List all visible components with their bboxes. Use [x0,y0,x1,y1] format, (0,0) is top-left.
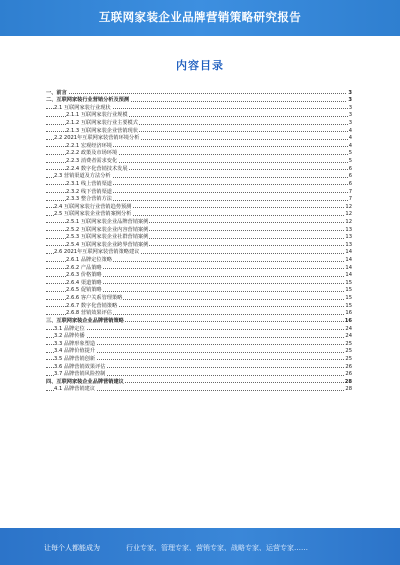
toc-entry-page: 15 [345,287,352,294]
toc-entry-title: 2.2.1 宏观经济环境 [66,142,112,149]
toc-entry[interactable] [46,96,352,104]
toc-entry-title: 3.6 品牌营销效果评估 [54,363,106,370]
toc-entry-title: 二、互联网家装行业营销分析及预测 [46,97,130,104]
toc-entry-page: 12 [345,203,352,210]
toc-entry-title: 2.2 2021年互联网家装营销环境分析 [54,135,140,142]
toc-entry[interactable] [46,354,352,362]
toc-entry[interactable] [46,301,352,309]
toc-entry-title: 3.5 品牌营销创新 [54,355,96,362]
toc-entry[interactable] [46,217,352,225]
toc-entry-title: 2.6.1 品牌定位策略 [66,257,112,264]
toc-entry[interactable] [46,149,352,157]
toc-entry-title: 4.1 品牌营销建议 [54,386,96,393]
toc-entry[interactable] [46,126,352,134]
toc-entry-page: 14 [345,249,352,256]
toc-entry[interactable] [46,164,352,172]
toc-entry-title: 2.6.6 客户关系管理策略 [66,295,123,302]
toc-entry[interactable] [46,347,352,355]
toc-entry[interactable] [46,293,352,301]
toc-entry-title: 2.1.1 互联网家装行业规模 [66,112,128,119]
toc-entry-page: 13 [345,234,352,241]
toc-entry[interactable] [46,195,352,203]
toc-entry-page: 5 [348,150,352,157]
toc-entry-page: 3 [348,104,352,111]
toc-entry-page: 25 [345,340,352,347]
toc-entry-page: 6 [348,180,352,187]
toc-entry[interactable] [46,248,352,256]
toc-entry-page: 24 [345,333,352,340]
toc-entry-page: 15 [345,295,352,302]
toc-entry-title: 2.3.1 线上营销渠道 [66,180,112,187]
toc-entry-page: 16 [344,317,352,324]
table-of-contents [46,88,352,392]
toc-entry[interactable] [46,134,352,142]
toc-entry[interactable] [46,156,352,164]
toc-entry-title: 2.1.3 互联网家装企业营销现状 [66,127,138,134]
toc-entry-title: 2.6.7 数字化营销策略 [66,302,118,309]
toc-entry[interactable] [46,179,352,187]
toc-entry-title: 3.1 品牌定位 [54,325,85,332]
toc-entry-page: 14 [345,272,352,279]
toc-entry-page: 28 [345,386,352,393]
toc-entry-page: 26 [345,363,352,370]
toc-entry[interactable] [46,210,352,218]
toc-entry[interactable] [46,111,352,119]
toc-entry-page: 14 [345,264,352,271]
toc-entry[interactable] [46,240,352,248]
toc-entry[interactable] [46,202,352,210]
toc-entry-title: 2.5.2 互联网家装企业内容营销案例 [66,226,149,233]
toc-entry[interactable] [46,370,352,378]
toc-entry-page: 12 [345,211,352,218]
toc-entry-page: 5 [348,158,352,165]
toc-entry[interactable] [46,362,352,370]
toc-entry-title: 2.5 互联网家装企业营销案例分析 [54,211,132,218]
toc-entry-page: 6 [348,173,352,180]
toc-entry-title: 2.1 互联网家装行业现状 [54,104,111,111]
toc-entry-title: 3.3 品牌形象塑造 [54,340,96,347]
toc-entry[interactable] [46,339,352,347]
toc-entry-title: 2.2.4 数字化营销技术发展 [66,165,128,172]
toc-entry[interactable] [46,118,352,126]
toc-entry-title: 2.3 营销渠道及方法分析 [54,173,111,180]
toc-entry[interactable] [46,172,352,180]
toc-entry[interactable] [46,271,352,279]
toc-entry[interactable] [46,141,352,149]
toc-entry-page: 15 [345,279,352,286]
toc-entry-title: 2.3.3 整合营销方法 [66,196,112,203]
toc-entry-title: 2.6.3 价格策略 [66,272,102,279]
toc-entry-title: 2.6.2 产品策略 [66,264,102,271]
report-title: 互联网家装企业品牌营销策略研究报告 [98,10,302,24]
toc-entry-title: 2.5.3 互联网家装企业社群营销案例 [66,234,149,241]
toc-entry-title: 2.5.1 互联网家装企业品牌营销案例 [66,218,149,225]
toc-entry[interactable] [46,332,352,340]
toc-entry-page: 7 [348,196,352,203]
toc-entry-page: 12 [345,218,352,225]
toc-entry-page: 4 [348,142,352,149]
toc-entry[interactable] [46,103,352,111]
toc-entry-title: 2.2.3 消费者需求变化 [66,158,118,165]
toc-entry-title: 2.3.2 线下营销渠道 [66,188,112,195]
toc-entry-title: 3.7 品牌营销风险控制 [54,371,106,378]
toc-entry-title: 2.1.2 互联网家装行业主要模式 [66,120,138,127]
footer-slogan: 让每个人都能成为 [44,544,100,552]
toc-entry[interactable] [46,385,352,393]
toc-entry-title: 3.2 品牌传播 [54,333,85,340]
toc-entry-page: 4 [348,135,352,142]
toc-entry-title: 2.5.4 互联网家装企业跨界营销案例 [66,241,149,248]
toc-entry[interactable] [46,278,352,286]
toc-entry-title: 3.4 品牌价值提升 [54,348,96,355]
toc-entry-page: 6 [348,165,352,172]
toc-entry-title: 2.4 互联网家装行业营销趋势预测 [54,203,132,210]
toc-entry-page: 7 [348,188,352,195]
toc-entry-page: 14 [345,257,352,264]
toc-entry-title: 三、互联网家装企业品牌营销策略 [46,317,124,324]
toc-entry-title: 2.6.4 渠道策略 [66,279,102,286]
toc-entry[interactable] [46,309,352,317]
toc-entry-page: 24 [345,325,352,332]
toc-entry-page: 3 [348,112,352,119]
toc-entry-page: 16 [345,310,352,317]
toc-entry-page: 25 [345,348,352,355]
toc-entry-page: 13 [345,241,352,248]
toc-entry[interactable] [46,255,352,263]
toc-heading: 内容目录 [176,59,224,72]
toc-entry[interactable] [46,377,352,385]
toc-entry-title: 2.6.5 促销策略 [66,287,102,294]
toc-entry[interactable] [46,225,352,233]
toc-entry-page: 28 [344,378,352,385]
toc-entry[interactable] [46,286,352,294]
toc-entry-page: 26 [345,371,352,378]
toc-entry-title: 2.6 2021年互联网家装营销策略建议 [54,249,140,256]
toc-entry-title: 2.2.2 政策及市场环境 [66,150,118,157]
toc-entry-page: 25 [345,355,352,362]
toc-entry[interactable] [46,187,352,195]
toc-entry[interactable] [46,316,352,324]
toc-entry-page: 13 [345,226,352,233]
toc-entry-title: 一、前言 [46,89,67,96]
toc-entry-page: 3 [348,97,352,104]
toc-entry-page: 3 [348,120,352,127]
toc-entry[interactable] [46,88,352,96]
toc-entry-page: 15 [345,302,352,309]
toc-entry[interactable] [46,233,352,241]
toc-entry-page: 4 [348,127,352,134]
toc-entry-title: 2.6.8 营销效果评估 [66,310,112,317]
toc-entry-title: 四、互联网家装企业品牌营销建议 [46,378,124,385]
footer-subtitle: 行业专家、管理专家、营销专家、战略专家、运营专家…… [126,544,308,552]
toc-entry-page: 3 [348,89,352,96]
toc-entry[interactable] [46,263,352,271]
toc-entry[interactable] [46,324,352,332]
